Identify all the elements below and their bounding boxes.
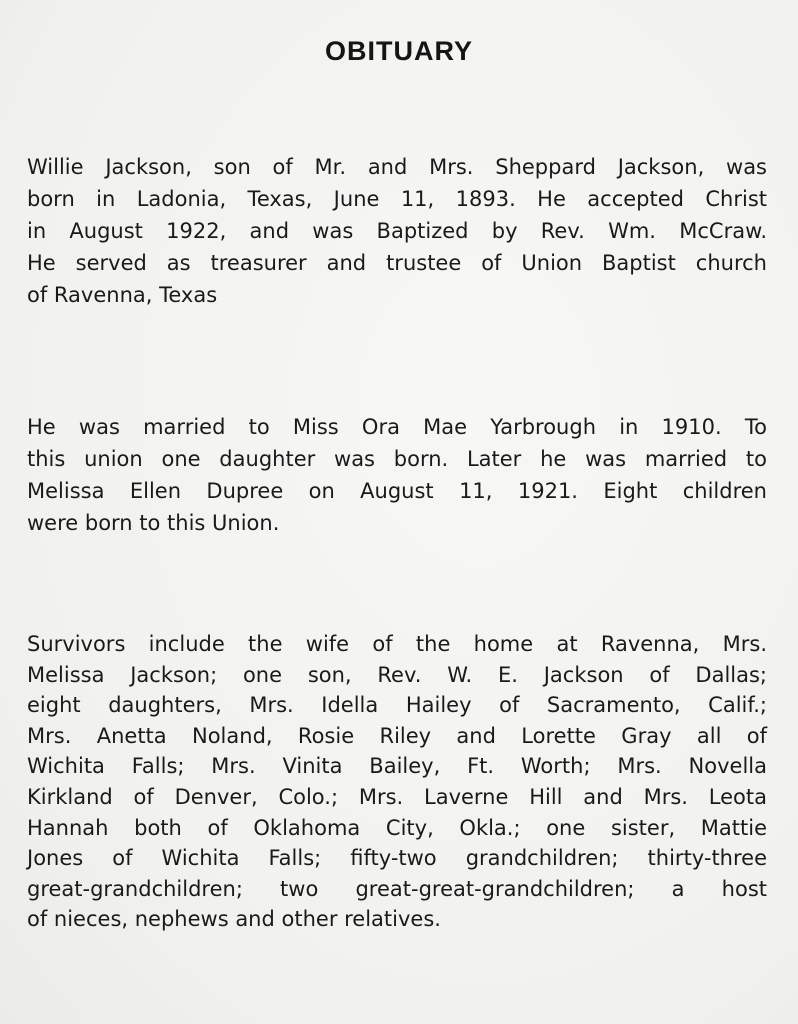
text-line: Hannah both of Oklahoma City, Okla.; one sister, Mattie (27, 815, 767, 840)
text-line: of Ravenna, Texas (27, 283, 218, 307)
document-title: OBITUARY (325, 36, 473, 66)
paragraph-marriages (27, 411, 767, 539)
paragraph-birth-and-faith (27, 151, 767, 311)
text-line: Mrs. Anetta Noland, Rosie Riley and Lorette Gray all of (27, 723, 767, 748)
paragraph-survivors (27, 629, 767, 935)
text-line: Survivors include the wife of the home at Ravenna, Mrs. (27, 632, 767, 656)
text-line: He was married to Miss Ora Mae Yarbrough in 1910. To (27, 415, 767, 439)
text-line: eight daughters, Mrs. Idella Hailey of Sacramento, Calif.; (27, 693, 767, 718)
text-line: in August 1922, and was Baptized by Rev. Wm. McCraw. (27, 219, 767, 243)
text-line: Wichita Falls; Mrs. Vinita Bailey, Ft. Worth; Mrs. Novella (27, 754, 767, 779)
text-line: Melissa Jackson; one son, Rev. W. E. Jackson of Dallas; (27, 662, 767, 687)
text-line: born in Ladonia, Texas, June 11, 1893. He accepted Christ (27, 187, 767, 211)
text-line: were born to this Union. (27, 511, 280, 535)
text-line: Kirkland of Denver, Colo.; Mrs. Laverne Hill and Mrs. Leota (27, 784, 767, 809)
text-line: of nieces, nephews and other relatives. (27, 907, 441, 932)
text-line: Jones of Wichita Falls; fifty-two grandchildren; thirty-three (27, 846, 767, 871)
text-line: He served as treasurer and trustee of Union Baptist church (27, 251, 767, 275)
text-line: Willie Jackson, son of Mr. and Mrs. Sheppard Jackson, was (27, 155, 767, 179)
text-line: great-grandchildren; two great-great-grandchildren; a host (27, 876, 767, 901)
text-line: this union one daughter was born. Later he was married to (27, 447, 767, 471)
text-line: Melissa Ellen Dupree on August 11, 1921. Eight children (27, 479, 767, 503)
